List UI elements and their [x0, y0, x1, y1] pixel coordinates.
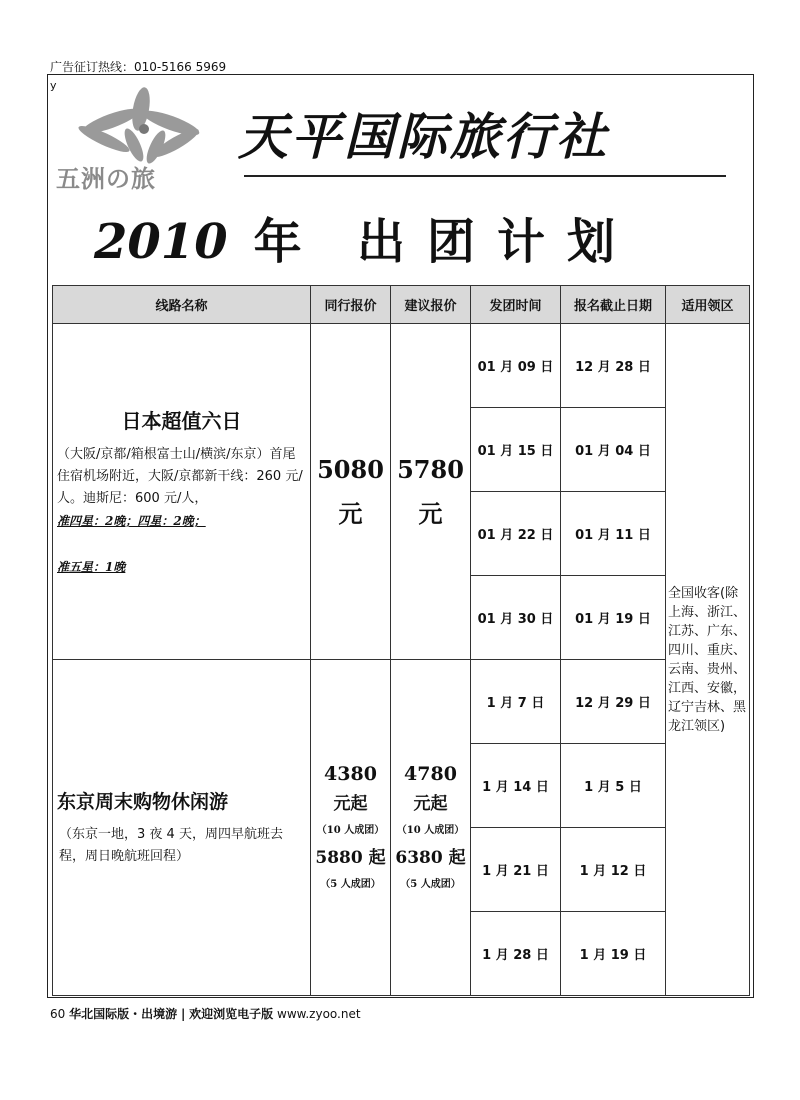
route-cell-japan — [53, 324, 311, 660]
plan-word-tour: 出团计划 — [357, 214, 638, 270]
ad-hotline: 广告征订热线：010-5166 5969 — [50, 60, 227, 74]
col-depart-date: 发团时间 — [471, 286, 561, 324]
depart-date: 01 月 09 日 — [471, 324, 561, 408]
tour-plan-table — [52, 285, 750, 996]
retail-group-note: （10 人成团） — [396, 824, 465, 836]
route-name: 日本超值六日 — [121, 409, 242, 433]
stray-mark: y — [50, 79, 57, 92]
retail-price-unit: 元起 — [413, 793, 448, 814]
header — [48, 75, 753, 282]
peer-price: 5080 — [317, 454, 384, 484]
retail-price-unit: 元 — [418, 498, 443, 528]
retail-price-small-group: 6380 起 — [395, 847, 466, 868]
logo-text: 五洲の旅 — [56, 164, 156, 193]
agency-underline — [244, 175, 726, 177]
peer-price-cell — [311, 660, 391, 996]
deadline-date: 1 月 19 日 — [561, 912, 666, 996]
depart-date: 1 月 7 日 — [471, 660, 561, 744]
route-name: 东京周末购物休闲游 — [57, 791, 229, 813]
page-footer — [50, 1005, 361, 1022]
page-frame — [47, 74, 754, 998]
footer-separator: | — [180, 1007, 186, 1021]
depart-date: 01 月 30 日 — [471, 576, 561, 660]
table-row — [53, 324, 750, 408]
depart-date: 01 月 15 日 — [471, 408, 561, 492]
deadline-date: 1 月 12 日 — [561, 828, 666, 912]
table-header-row — [53, 286, 750, 324]
depart-date: 1 月 14 日 — [471, 744, 561, 828]
deadline-date: 1 月 5 日 — [561, 744, 666, 828]
footer-url[interactable]: www.zyoo.net — [277, 1007, 361, 1021]
depart-date: 01 月 22 日 — [471, 492, 561, 576]
peer-price: 4380 — [324, 762, 377, 785]
col-peer-price: 同行报价 — [311, 286, 391, 324]
col-region: 适用领区 — [666, 286, 750, 324]
plan-title — [94, 203, 637, 272]
edition-name: 华北国际版・出境游 — [69, 1007, 178, 1021]
route-cell-tokyo — [53, 660, 311, 996]
deadline-date: 12 月 29 日 — [561, 660, 666, 744]
route-hotel-stars: 准四星：2晚；四星：2晚； — [57, 514, 206, 528]
deadline-date: 01 月 11 日 — [561, 492, 666, 576]
peer-price-unit: 元 — [338, 498, 363, 528]
plan-word-year: 年 — [253, 214, 324, 270]
region-cell: 全国收客(除上海、浙江、江苏、广东、四川、重庆、云南、贵州、江西、安徽，辽宁吉林、黑龙江领区) — [666, 324, 750, 996]
plan-year: 2010 — [94, 214, 228, 270]
footer-promo: 欢迎浏览电子版 — [189, 1007, 274, 1021]
peer-price-unit: 元起 — [333, 793, 368, 814]
col-route: 线路名称 — [53, 286, 311, 324]
page-number: 60 — [50, 1007, 66, 1021]
deadline-date: 12 月 28 日 — [561, 324, 666, 408]
col-retail-price: 建议报价 — [391, 286, 471, 324]
retail-price-cell — [391, 324, 471, 660]
depart-date: 1 月 28 日 — [471, 912, 561, 996]
route-desc: （大阪/京都/箱根富士山/横滨/东京）首尾住宿机场附近，大阪/京都新干线：260 元/人。迪斯尼：600 元/人， — [57, 447, 303, 506]
deadline-date: 01 月 04 日 — [561, 408, 666, 492]
peer-group-note: （10 人成团） — [316, 824, 385, 836]
retail-price: 4780 — [404, 762, 457, 785]
agency-name: 天平国际旅行社 — [238, 108, 609, 166]
route-hotel-stars-2: 准五星：1晚 — [57, 560, 126, 574]
deadline-date: 01 月 19 日 — [561, 576, 666, 660]
peer-price-small-group: 5880 起 — [315, 847, 386, 868]
peer-group-note-2: （5 人成团） — [320, 878, 381, 890]
table-row — [53, 660, 750, 744]
retail-group-note-2: （5 人成团） — [400, 878, 461, 890]
retail-price: 5780 — [397, 454, 464, 484]
peer-price-cell — [311, 324, 391, 660]
route-desc: （东京一地，3 夜 4 天，周四早航班去程，周日晚航班回程） — [59, 827, 283, 864]
depart-date: 1 月 21 日 — [471, 828, 561, 912]
col-deadline: 报名截止日期 — [561, 286, 666, 324]
retail-price-cell — [391, 660, 471, 996]
